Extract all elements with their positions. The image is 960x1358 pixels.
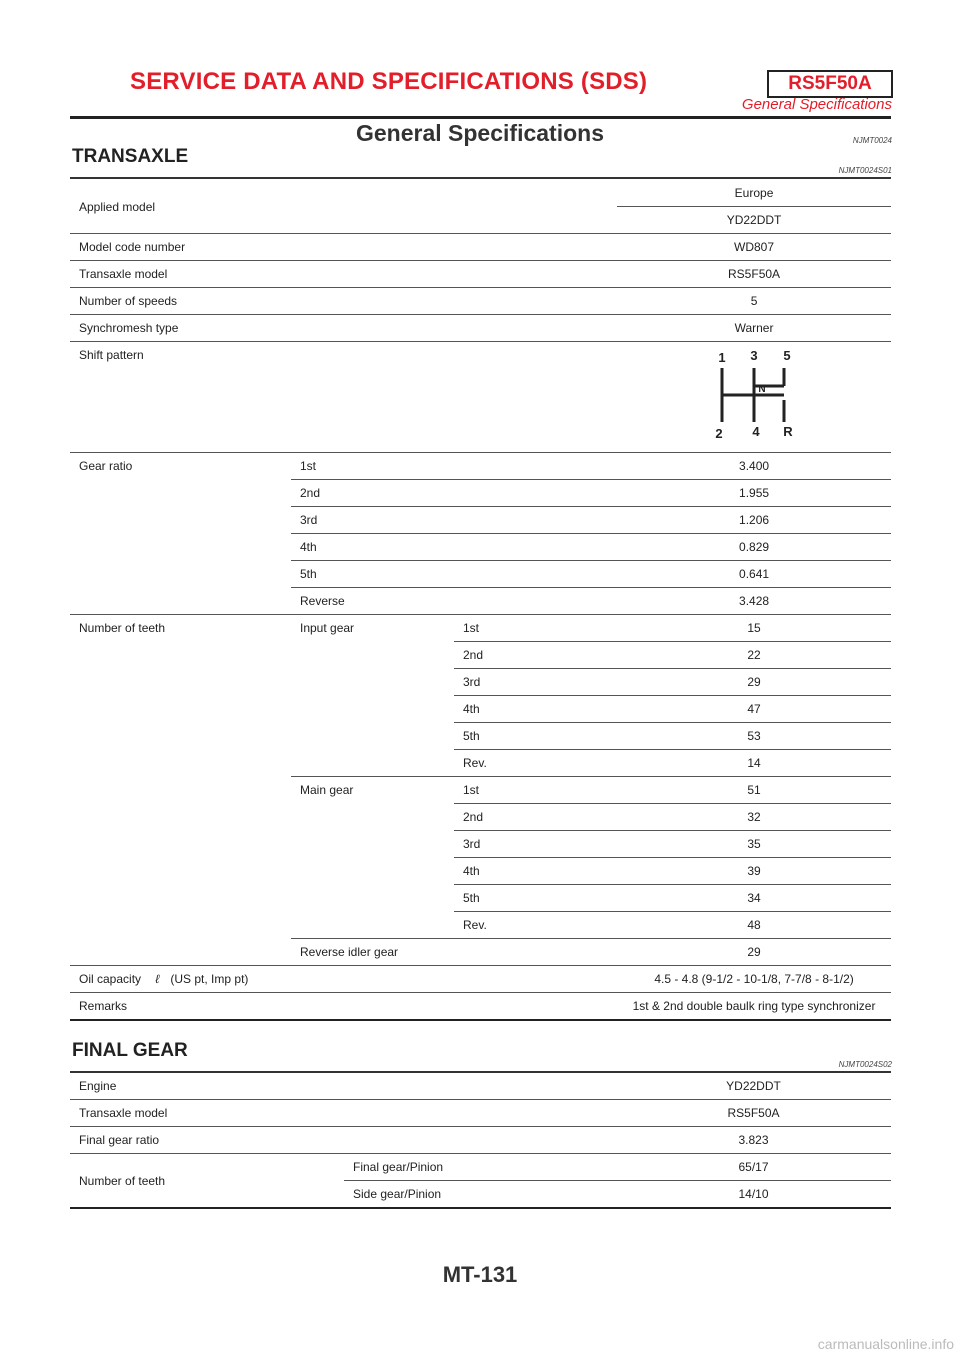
- header-rule: [70, 116, 891, 119]
- input-gear-label: Input gear: [291, 615, 454, 777]
- main-gear-gear: 1st: [454, 777, 617, 804]
- shift-label-4: 4: [752, 423, 760, 439]
- applied-model-engine: YD22DDT: [617, 207, 891, 234]
- table-row: [70, 288, 891, 315]
- input-gear-value: 22: [617, 642, 891, 669]
- oil-capacity-label-cell: [70, 966, 617, 993]
- liter-unit-icon: ℓ: [155, 972, 160, 986]
- gear-ratio-value: 0.641: [617, 561, 891, 588]
- input-gear-gear: 4th: [454, 696, 617, 723]
- gear-ratio-label: Gear ratio: [70, 453, 291, 615]
- main-gear-value: 39: [617, 858, 891, 885]
- engine-value: YD22DDT: [616, 1073, 891, 1100]
- transaxle-section-code: NJMT0024S01: [838, 166, 892, 175]
- model-code-label: Model code number: [70, 234, 617, 261]
- gear-ratio-value: 1.955: [617, 480, 891, 507]
- applied-model-region: Europe: [617, 180, 891, 207]
- final-gear-section-code: NJMT0024S02: [838, 1060, 892, 1069]
- main-gear-value: 34: [617, 885, 891, 912]
- table-row: [70, 993, 891, 1021]
- main-gear-gear: 5th: [454, 885, 617, 912]
- gear-ratio-gear: 2nd: [291, 480, 617, 507]
- table-row: [70, 234, 891, 261]
- gear-ratio-value: 3.400: [617, 453, 891, 480]
- shift-label-5: 5: [783, 347, 791, 363]
- final-teeth-row-label: Side gear/Pinion: [344, 1181, 616, 1209]
- main-gear-label: Main gear: [291, 777, 454, 939]
- table-row: [70, 615, 891, 642]
- shift-pattern-diagram-icon: [704, 348, 804, 444]
- oil-capacity-label: Oil capacity: [79, 972, 142, 986]
- header-subtitle: General Specifications: [741, 96, 892, 113]
- main-gear-value: 32: [617, 804, 891, 831]
- final-transaxle-model-label: Transaxle model: [70, 1100, 616, 1127]
- table-row: [70, 1154, 891, 1181]
- gear-ratio-gear: Reverse: [291, 588, 617, 615]
- transaxle-section-title: TRANSAXLE: [72, 146, 189, 167]
- page-title: General Specifications: [356, 120, 604, 146]
- main-gear-value: 48: [617, 912, 891, 939]
- input-gear-gear: 5th: [454, 723, 617, 750]
- table-row: [70, 342, 891, 453]
- shift-label-3: 3: [750, 347, 758, 363]
- synchro-value: Warner: [617, 315, 891, 342]
- reverse-idler-label: Reverse idler gear: [291, 939, 617, 966]
- main-gear-gear: 2nd: [454, 804, 617, 831]
- page-number: MT-131: [442, 1262, 518, 1287]
- final-teeth-row-value: 65/17: [616, 1154, 891, 1181]
- table-row: [70, 966, 891, 993]
- synchro-label: Synchromesh type: [70, 315, 617, 342]
- input-gear-gear: 2nd: [454, 642, 617, 669]
- table-row: [70, 315, 891, 342]
- remarks-label: Remarks: [70, 993, 617, 1021]
- final-teeth-row-value: 14/10: [616, 1181, 891, 1209]
- shift-pattern-cell: [617, 342, 891, 453]
- final-teeth-row-label: Final gear/Pinion: [344, 1154, 616, 1181]
- input-gear-value: 15: [617, 615, 891, 642]
- main-gear-gear: Rev.: [454, 912, 617, 939]
- model-code-value: WD807: [617, 234, 891, 261]
- input-gear-value: 47: [617, 696, 891, 723]
- table-row: [70, 1127, 891, 1154]
- input-gear-value: 53: [617, 723, 891, 750]
- input-gear-value: 29: [617, 669, 891, 696]
- gear-ratio-value: 1.206: [617, 507, 891, 534]
- input-gear-gear: Rev.: [454, 750, 617, 777]
- table-row: [70, 453, 891, 480]
- table-row: [70, 261, 891, 288]
- final-ratio-value: 3.823: [616, 1127, 891, 1154]
- shift-label-r: R: [783, 423, 793, 439]
- main-gear-value: 51: [617, 777, 891, 804]
- final-gear-table: [70, 1073, 891, 1209]
- remarks-value: 1st & 2nd double baulk ring type synchronizer: [617, 993, 891, 1021]
- gear-ratio-gear: 5th: [291, 561, 617, 588]
- table-row: [70, 1073, 891, 1100]
- input-gear-value: 14: [617, 750, 891, 777]
- input-gear-gear: 3rd: [454, 669, 617, 696]
- transaxle-table: [70, 180, 891, 1021]
- gear-ratio-gear: 1st: [291, 453, 617, 480]
- transaxle-model-value: RS5F50A: [617, 261, 891, 288]
- applied-model-label: Applied model: [70, 180, 617, 234]
- final-gear-section-title: FINAL GEAR: [72, 1040, 188, 1061]
- oil-capacity-value: 4.5 - 4.8 (9-1/2 - 10-1/8, 7-7/8 - 8-1/2): [617, 966, 891, 993]
- page-code: NJMT0024: [852, 136, 892, 145]
- transaxle-section-rule: [70, 177, 891, 179]
- shift-label-2: 2: [715, 425, 723, 441]
- speeds-label: Number of speeds: [70, 288, 617, 315]
- engine-label: Engine: [70, 1073, 616, 1100]
- header-model-box: RS5F50A: [767, 70, 893, 98]
- gear-ratio-value: 3.428: [617, 588, 891, 615]
- speeds-value: 5: [617, 288, 891, 315]
- header-title: SERVICE DATA AND SPECIFICATIONS (SDS): [130, 68, 648, 95]
- shift-label-1: 1: [718, 349, 726, 365]
- input-gear-gear: 1st: [454, 615, 617, 642]
- final-transaxle-model-value: RS5F50A: [616, 1100, 891, 1127]
- main-gear-gear: 3rd: [454, 831, 617, 858]
- oil-capacity-unit: (US pt, Imp pt): [170, 972, 249, 986]
- table-row: [70, 1100, 891, 1127]
- table-row: [70, 180, 891, 207]
- watermark[interactable]: carmanualsonline.info: [817, 1336, 954, 1352]
- gear-ratio-gear: 4th: [291, 534, 617, 561]
- final-ratio-label: Final gear ratio: [70, 1127, 616, 1154]
- reverse-idler-value: 29: [617, 939, 891, 966]
- gear-ratio-value: 0.829: [617, 534, 891, 561]
- teeth-label: Number of teeth: [70, 615, 291, 966]
- main-gear-value: 35: [617, 831, 891, 858]
- transaxle-model-label: Transaxle model: [70, 261, 617, 288]
- shift-label-n: N: [758, 383, 766, 395]
- gear-ratio-gear: 3rd: [291, 507, 617, 534]
- final-teeth-label: Number of teeth: [70, 1154, 344, 1209]
- main-gear-gear: 4th: [454, 858, 617, 885]
- shift-pattern-label: Shift pattern: [70, 342, 617, 453]
